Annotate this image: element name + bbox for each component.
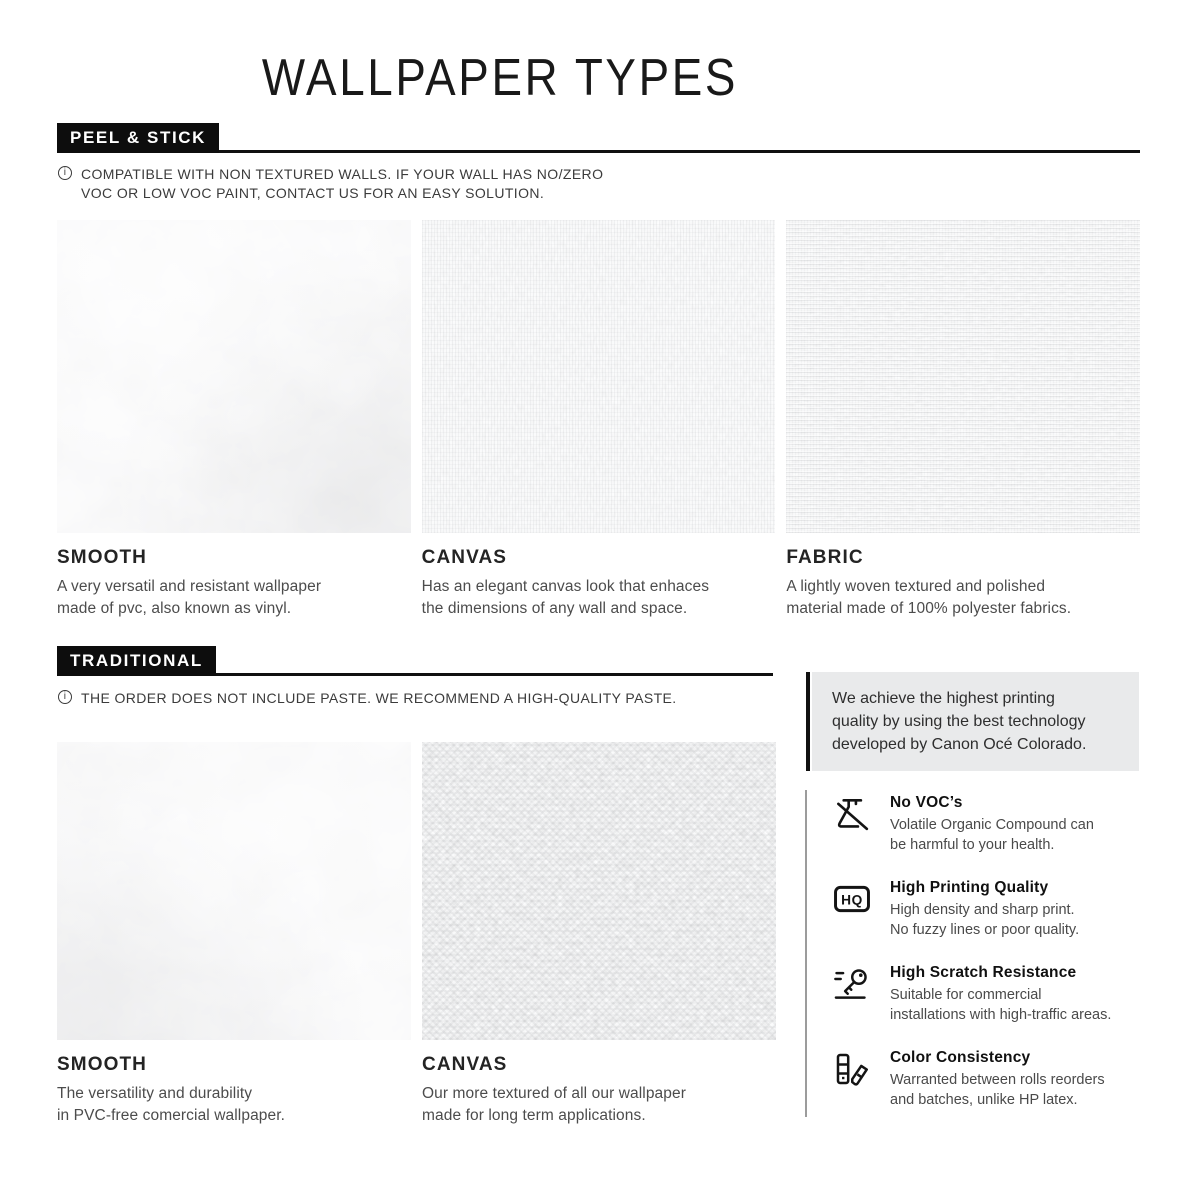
feature-description: High density and sharp print. No fuzzy lines or poor quality. xyxy=(890,902,1080,938)
feature-description: Volatile Organic Compound can be harmful to your health. xyxy=(890,817,1094,853)
callout-text: We achieve the highest printing quality by using the best technology developed by Canon Océ Colorado. xyxy=(812,672,1139,771)
info-note-text: THE ORDER DOES NOT INCLUDE PASTE. WE RECOMMEND A HIGH-QUALITY PASTE. xyxy=(81,690,677,706)
traditional-info-note xyxy=(58,689,677,708)
swatch-image-fabric xyxy=(786,220,1140,533)
sample-card-fabric xyxy=(786,220,1140,620)
swatch-description: A lightly woven textured and polished material made of 100% polyester fabrics. xyxy=(786,578,1072,617)
texture-weave-overlay xyxy=(57,220,411,533)
swatch-image-canvas xyxy=(422,742,776,1040)
traditional-swatch-row xyxy=(57,742,776,1127)
feature-description: Warranted between rolls reorders and batches, unlike HP latex. xyxy=(890,1072,1105,1108)
info-note-text: COMPATIBLE WITH NON TEXTURED WALLS. IF YOUR WALL HAS NO/ZERO VOC OR LOW VOC PAINT, CONTACT US FOR AN EASY SOLUTION. xyxy=(81,166,604,201)
key-scratch-icon xyxy=(833,965,873,1005)
info-icon: i xyxy=(58,690,72,704)
features-list xyxy=(805,790,1150,1117)
swatch-image-canvas xyxy=(422,220,776,533)
section-divider-peel-stick xyxy=(57,126,1140,153)
sample-card-smooth-traditional xyxy=(57,742,411,1127)
swatch-title: SMOOTH xyxy=(57,1054,147,1075)
sample-card-canvas-traditional xyxy=(422,742,776,1127)
callout-accent-bar xyxy=(806,672,810,771)
peel-stick-info-note xyxy=(58,165,603,202)
swatch-description: The versatility and durability in PVC-free comercial wallpaper. xyxy=(57,1085,286,1124)
texture-weave-overlay xyxy=(786,220,1140,533)
feature-title: High Scratch Resistance xyxy=(890,964,1077,981)
feature-title: No VOC’s xyxy=(890,794,963,811)
feature-high-scratch-resistance xyxy=(833,964,1150,1025)
swatch-title: FABRIC xyxy=(786,547,864,568)
feature-color-consistency xyxy=(833,1049,1150,1110)
feature-no-voc xyxy=(833,794,1150,855)
swatch-title: CANVAS xyxy=(422,1054,508,1075)
hq-badge-icon xyxy=(833,880,873,920)
section-label-peel-stick: PEEL & STICK xyxy=(57,123,219,153)
swatch-description: Has an elegant canvas look that enhaces the dimensions of any wall and space. xyxy=(421,578,710,617)
feature-high-printing-quality xyxy=(833,879,1150,940)
svg-text:HQ: HQ xyxy=(841,892,863,908)
feature-title: High Printing Quality xyxy=(890,879,1049,896)
texture-weave-overlay xyxy=(57,742,411,1040)
section-divider-traditional xyxy=(57,649,773,676)
info-icon: i xyxy=(58,166,72,180)
peel-stick-swatch-row xyxy=(57,220,1140,620)
no-voc-flask-icon xyxy=(833,795,873,835)
sample-card-smooth xyxy=(57,220,411,620)
texture-weave-overlay xyxy=(422,220,776,533)
printing-quality-callout xyxy=(806,672,1139,771)
swatch-description: Our more textured of all our wallpaper made for long term applications. xyxy=(422,1085,686,1124)
feature-description: Suitable for commercial installations with high-traffic areas. xyxy=(890,987,1112,1023)
swatch-image-smooth xyxy=(57,220,411,533)
feature-title: Color Consistency xyxy=(890,1049,1031,1066)
color-swatches-icon xyxy=(833,1050,873,1090)
page-title: WALLPAPER TYPES xyxy=(261,49,739,107)
swatch-description: A very versatil and resistant wallpaper made of pvc, also known as vinyl. xyxy=(57,578,322,617)
swatch-title: SMOOTH xyxy=(57,547,147,568)
swatch-title: CANVAS xyxy=(421,547,508,568)
texture-weave-overlay xyxy=(422,742,776,1040)
swatch-image-smooth xyxy=(57,742,411,1040)
sample-card-canvas xyxy=(422,220,776,620)
section-label-traditional: TRADITIONAL xyxy=(57,646,216,676)
